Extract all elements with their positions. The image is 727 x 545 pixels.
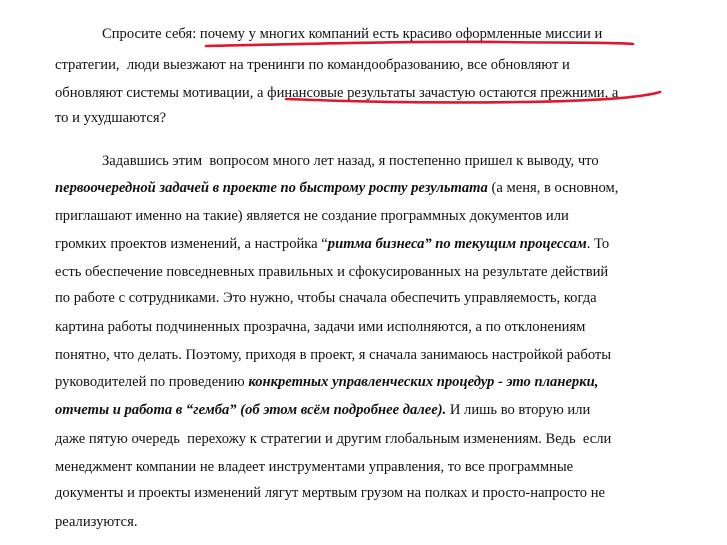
p1-underlined-phrase-2: финансовые результаты зачастую остаются прежними: [267, 85, 605, 101]
p2-line-2-end: (а меня, в основном,: [487, 180, 619, 196]
p2-line-9: [55, 372, 598, 392]
p2-line-3: приглашают именно на такие) является не создание программных документов или: [55, 208, 569, 224]
p1-line-3-start: обновляют системы мотивации, а: [55, 85, 268, 101]
p2-line-12: менеджмент компании не владеет инструментами управления, то все программные: [55, 459, 574, 475]
p2-line-4: [55, 234, 609, 254]
p2-emphasis-2: ритма бизнеса” по текущим процессам: [327, 236, 587, 252]
p2-line-6: по работе с сотрудниками. Это нужно, чтобы сначала обеспечить управляемость, когда: [55, 290, 597, 306]
p1-line-3: [55, 83, 618, 103]
p2-line-5: есть обеспечение повседневных правильных и сфокусированных на результате действий: [55, 264, 609, 280]
p2-line-4-start: громких проектов изменений, а настройка “: [55, 236, 328, 252]
p1-line-1-end: и: [590, 26, 603, 42]
p1-line-1: [102, 24, 602, 44]
p2-line-7: картина работы подчиненных прозрачна, задачи ими исполняются, а по отклонениям: [55, 319, 586, 335]
p2-emphasis-3: конкретных управленческих процедур - это планерки,: [248, 374, 599, 390]
p2-line-14: реализуются.: [55, 514, 138, 530]
p1-underlined-phrase-1: почему у многих компаний есть красиво оформленные миссии: [199, 26, 591, 42]
p2-line-1: Задавшись этим вопросом много лет назад, я постепенно пришел к выводу, что: [102, 153, 599, 169]
p2-line-9-start: руководителей по проведению: [55, 374, 249, 390]
p2-line-2: [55, 178, 618, 198]
p1-line-1-start: Спросите себя:: [102, 26, 200, 42]
p1-line-3-end: , а: [604, 85, 619, 101]
p2-line-10: [55, 400, 590, 420]
p2-line-4-end: . То: [586, 236, 610, 252]
p2-emphasis-1: первоочередной задачей в проекте по быстрому росту результата: [55, 180, 488, 196]
p1-line-2: стратегии, люди выезжают на тренинги по командообразованию, все обновляют и: [55, 57, 570, 73]
p2-line-11: даже пятую очередь перехожу к стратегии и другим глобальным изменениям. Ведь если: [55, 431, 612, 447]
p2-line-13: документы и проекты изменений лягут мертвым грузом на полках и просто-напросто не: [55, 485, 606, 501]
p2-line-10-end: И лишь во вторую или: [446, 402, 591, 418]
p1-line-4: то и ухудшаются?: [55, 110, 167, 126]
p2-emphasis-4: отчеты и работа в “гемба” (об этом всём подробнее далее).: [55, 402, 447, 418]
p2-line-8: понятно, что делать. Поэтому, приходя в проект, я сначала занимаюсь настройкой работы: [55, 347, 612, 363]
